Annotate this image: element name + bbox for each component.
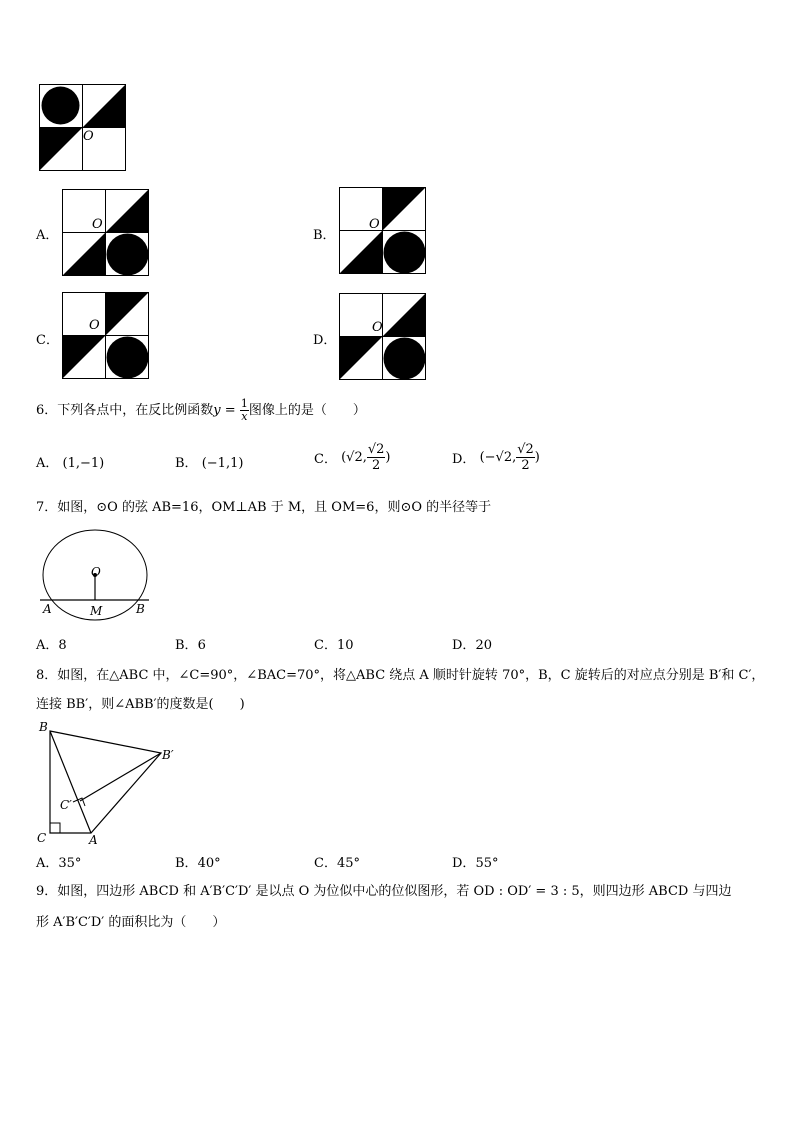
q9-question-line1: 9．如图，四边形 ABCD 和 A′B′C′D′ 是以点 O 为位似中心的位似图形，若 OD : OD′ = 3 : 5，则四边形 ABCD 与四边 [36,884,732,899]
q6-option-d-letter: D． [452,452,476,467]
q7-label-a: A [43,602,52,616]
q8-option-a [36,852,81,871]
q6-fn-num: 1 [240,397,248,410]
q7-option-c [314,634,354,653]
q5-option-d-center-label: O [372,320,383,335]
q5-option-b-figure [339,187,427,275]
q6-option-c-fraction [367,442,386,473]
q5-option-a-figure [62,189,150,277]
q7-option-b-letter: B． [175,638,198,653]
q8-option-b-letter: B． [175,856,198,871]
q6-option-b [175,452,243,471]
q5-option-d-figure [339,293,427,381]
q8-option-d-letter: D． [452,856,476,871]
q6-option-c-num: √2 [367,442,385,457]
q7-label-b: B [136,602,145,616]
q6-fn-den: x [241,410,248,423]
q7-option-c-letter: C． [314,638,337,653]
q8-option-c-value: 45° [336,856,360,871]
q8-option-d [452,852,498,871]
q7-option-a-value: 8 [58,638,67,653]
q7-option-c-value: 10 [336,638,354,653]
q5-option-b-letter: B． [313,228,336,243]
q6-option-c-pre: (√2, [341,450,367,465]
q5-option-a-letter: A． [36,228,59,243]
q6-fraction [240,398,249,423]
q6-option-a [36,452,104,471]
q6-option-c-den: 2 [372,458,381,473]
q6-fn-y: y [213,403,221,418]
q7-option-d-letter: D． [452,638,476,653]
q6-option-a-value: (1,−1) [62,456,105,471]
q5-option-a-center-label: O [92,217,103,232]
q8-triangle-figure [36,720,176,845]
q8-option-a-letter: A． [36,856,59,871]
q8-option-c [314,852,360,871]
q6-option-d-num: √2 [517,442,534,457]
q8-label-c: C [37,831,47,845]
q8-label-c-prime: C′ [60,798,72,812]
q5-option-b-center-label: O [369,217,380,232]
q7-question: 7．如图，⊙O 的弦 AB=16，OM⊥AB 于 M，且 OM=6，则⊙O 的半径等于 [36,500,492,515]
q6-option-d-den: 2 [521,458,530,473]
q5-center-label: O [83,129,94,144]
q6-option-d [452,442,540,473]
q9-question-line2: 形 A′B′C′D′ 的面积比为（ ） [36,915,226,930]
q5-option-c-figure [62,292,150,380]
q5-option-d-letter: D． [313,333,337,348]
q8-option-d-value: 55° [475,856,499,871]
q6-option-d-fraction [516,442,535,473]
q6-option-c [314,442,391,473]
q8-question-line1: 8．如图，在△ABC 中，∠C=90°，∠BAC=70°，将△ABC 绕点 A 顺时针旋转 70°，B，C 旋转后的对应点分别是 B′和 C′， [36,668,765,683]
q6-fn-eq: = [224,403,236,418]
q8-option-a-value: 35° [58,856,82,871]
q6-option-b-letter: B． [175,456,198,471]
q6-prefix: 6．下列各点中，在反比例函数 [36,403,214,418]
q7-option-d-value: 20 [475,638,492,653]
q8-question-line2: 连接 BB′，则∠ABB′的度数是( ) [36,697,245,712]
q7-option-b [175,634,206,653]
q5-option-c-center-label: O [89,318,100,333]
q6-option-a-letter: A． [36,456,59,471]
q7-label-o: O [91,565,101,579]
q6-question [36,398,366,423]
q7-label-m: M [90,604,103,618]
q8-label-a: A [89,833,98,847]
q6-option-d-post: ) [534,450,540,465]
q6-suffix: 图像上的是（ ） [248,403,366,418]
q8-label-b: B [39,720,48,734]
q8-label-b-prime: B′ [162,748,174,762]
q8-option-b-value: 40° [197,856,221,871]
q6-option-c-letter: C． [314,452,337,467]
q6-option-c-post: ) [385,450,391,465]
q7-option-d [452,634,492,653]
q7-option-a [36,634,67,653]
q5-option-c-letter: C． [36,333,59,348]
q7-option-a-letter: A． [36,638,59,653]
q6-option-b-value: (−1,1) [201,456,244,471]
q6-option-d-pre: (−√2, [479,450,517,465]
q8-option-b [175,852,221,871]
q8-option-c-letter: C． [314,856,337,871]
q7-option-b-value: 6 [197,638,206,653]
